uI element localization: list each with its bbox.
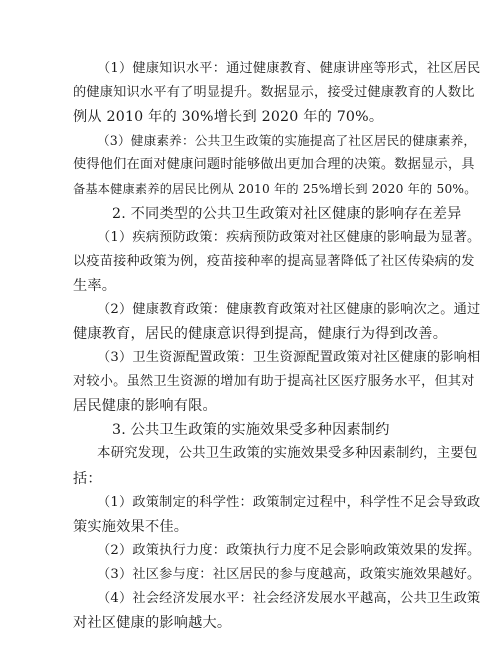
text-line: （1）健康知识水平：通过健康教育、健康讲座等形式，社区居民 — [97, 61, 481, 76]
text-line: 策实施效果不佳。 — [73, 518, 189, 535]
text-line: （3）卫生资源配置政策：卫生资源配置政策对社区健康的影响相 — [97, 350, 481, 365]
section-heading: 2. 不同类型的公共卫生政策对社区健康的影响存在差异 — [112, 205, 462, 222]
text-line: 的健康知识水平有了明显提升。数据显示，接受过健康教育的人数比 — [73, 85, 475, 101]
section-heading: 3. 公共卫生政策的实施效果受多种因素制约 — [112, 422, 390, 439]
text-line: 居民健康的影响有限。 — [73, 398, 217, 415]
text-line: （3）健康素养：公共卫生政策的实施提高了社区居民的健康素养， — [97, 133, 477, 149]
text-line: 括： — [73, 470, 102, 487]
text-line: 本研究发现，公共卫生政策的实施效果受多种因素制约，主要包 — [97, 446, 478, 462]
text-line: （1）政策制定的科学性：政策制定过程中，科学性不足会导致政 — [97, 494, 481, 510]
text-line: 对社区健康的影响越大。 — [73, 615, 232, 631]
text-line: 对较小。虽然卫生资源的增加有助于提高社区医疗服务水平，但其对 — [73, 374, 475, 390]
text-line: 备基本健康素养的居民比例从 2010 年的 25%增长到 2020 年的 50%。 — [73, 182, 477, 197]
text-line: 例从 2010 年的 30%增长到 2020 年的 70%。 — [73, 109, 384, 126]
text-line: （2）健康教育政策：健康教育政策对社区健康的影响次之。通过 — [97, 301, 481, 317]
text-line: （4）社会经济发展水平：社会经济发展水平越高，公共卫生政策 — [97, 590, 481, 606]
text-line: 生率。 — [73, 277, 117, 294]
text-line: 以疫苗接种政策为例，疫苗接种率的提高显著降低了社区传染病的发 — [73, 253, 475, 269]
text-line: （3）社区参与度：社区居民的参与度越高，政策实施效果越好。 — [97, 566, 481, 582]
text-line: 使得他们在面对健康问题时能够做出更加合理的决策。数据显示，具 — [73, 157, 475, 173]
text-line: 健康教育，居民的健康意识得到提高，健康行为得到改善。 — [73, 326, 448, 342]
text-line: （2）政策执行力度：政策执行力度不足会影响政策效果的发挥。 — [97, 542, 481, 558]
text-line: （1）疾病预防政策：疾病预防政策对社区健康的影响最为显著。 — [97, 229, 481, 245]
